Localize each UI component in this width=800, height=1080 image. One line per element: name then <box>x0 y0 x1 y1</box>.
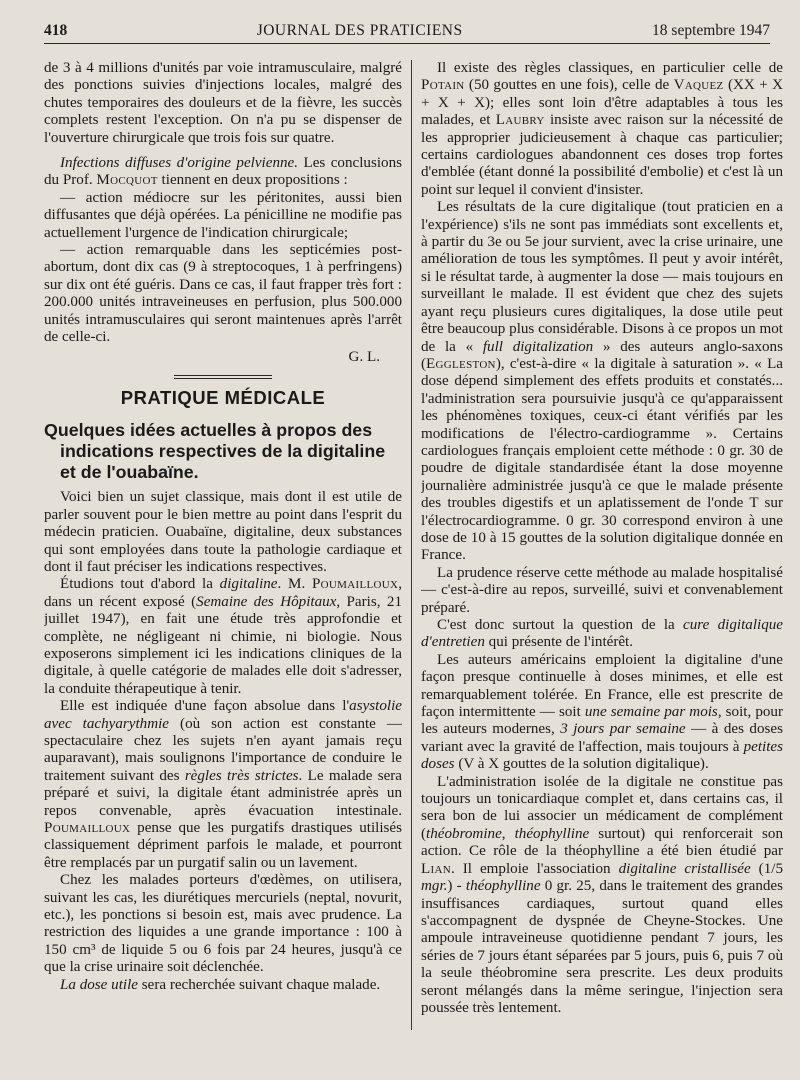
author-name: Vaquez <box>673 77 724 94</box>
section-divider <box>174 375 272 379</box>
article-title: Quelques idées actuelles à propos des indications respectives de la digitaline et de l'ouabaïne. <box>44 420 386 483</box>
paragraph: — action remarquable dans les septicémies post-abortum, dont dix cas (9 à streptocoques, 1 à perfringens) sur dix ont été guéris. Dans ce cas, il faut frapper très fort : 200.000 unités intraveineuses en perfusion, plus 500.000 unités intramusculaires qui seront maintenues après l'arrêt de celle-ci. <box>44 242 402 346</box>
author-name: Poumailloux <box>311 576 399 593</box>
author-name: Mocquot <box>96 172 158 189</box>
paragraph: La dose utile sera recherchée suivant chaque malade. <box>60 976 381 993</box>
paragraph: Les auteurs américains emploient la digitaline d'une façon presque continuelle à doses minimes, et elle est remarquablement tolérée. En France, elle est prescrite de façon intermittente — soit une semaine par mois, soit, pour les auteurs modernes, 3 jours par semaine — à des doses variant avec la gravité de l'affection, mais toujours à petites doses (V à X gouttes de la solution digitalique). <box>421 651 783 773</box>
paragraph: — action médiocre sur les péritonites, aussi bien diffusantes que déjà opérées. La pénicilline ne modifie pas actuellement l'urgence de l'indication chirurgicale; <box>44 189 402 241</box>
paragraph: Étudions tout d'abord la digitaline. M. Poumailloux, dans un récent exposé (Semaine des Hôpitaux, Paris, 21 juillet 1947), en fait une étude très approfondie et complète, ne négligeant ni chimie, ni biologie. Nous exposerons simplement ici les indications cliniques de la digitale, à quelle catégorie de malades elle doit s'adresser, la conduite thérapeutique à tenir. <box>44 576 402 697</box>
right-column <box>421 60 783 1048</box>
section-title: PRATIQUE MÉDICALE <box>120 386 326 408</box>
paragraph: Infections diffuses d'origine pelvienne. Les conclusions du Prof. Mocquot tiennent en deux propositions : <box>44 155 402 189</box>
paragraph: de 3 à 4 millions d'unités par voie intramusculaire, malgré des ponctions suivies d'injections locales, malgré des chutes temporaires des douleurs et de la fièvre, les succès complets restent l'exception. On n'a pu se dispenser de l'ouverture chirurgicale que trois fois sur quatre. <box>44 60 402 146</box>
running-header <box>44 14 770 44</box>
author-name: Potain <box>421 77 465 94</box>
author-name: Laubry <box>495 112 545 129</box>
signature: G. L. <box>348 348 380 365</box>
subsection-lead: Infections diffuses d'origine pelvienne. <box>60 155 299 172</box>
left-column <box>44 60 402 1048</box>
paragraph: C'est donc surtout la question de la cure digitalique d'entretien qui présente de l'intérêt. <box>421 617 783 651</box>
issue-date: 18 septembre 1947 <box>652 22 770 39</box>
paragraph: Elle est indiquée d'une façon absolue dans l'asystolie avec tachyarythmie (où son action est constante — spectaculaire chez les sujets n'en ayant jamais reçu auparavant), mais soulignons l'importance de conduire le traitement suivant des règles très strictes. Le malade sera préparé et suivi, la digitale étant administrée après un repos convenable, après évacuation intestinale. Poumailloux pense que les purgatifs drastiques utilisés classiquement dépriment parfois le malade, et pourront être remplacés par un purgatif salin ou un lavement. <box>44 698 402 871</box>
page-number: 418 <box>44 22 68 39</box>
author-name: Lian <box>421 860 451 877</box>
paragraph: Il existe des règles classiques, en particulier celle de Potain (50 gouttes en une fois), celle de Vaquez (XX + X + X + X); elles sont loin d'être adaptables à tous les malades, et Laubry insiste avec raison sur la nécessité de les approprier judicieusement à chaque cas particulier; certains cardiologues abandonnent ces doses trop fortes d'emblée (étant donné la possibilité d'embolie) et c'est là un point sur lequel il convient d'insister. <box>421 60 783 198</box>
journal-title: JOURNAL DES PRATICIENS <box>256 22 463 39</box>
paragraph: Les résultats de la cure digitalique (tout praticien en a l'expérience) s'ils ne sont pas immédiats sont excellents et, à partir du 3e ou 5e jour survient, avec la crise urinaire, une amélioration de tous les symptômes. Il peut y avoir intérêt, si le résultat tarde, à augmenter la dose — mais toujours en surveillant le malade. Il est évident que chez des sujets ayant reçu plusieurs cures digitaliques, la dose utile peut être beaucoup plus considérable. Disons à ce propos un mot de la « full digitalization » des auteurs anglo-saxons (Eggleston), c'est-à-dire « la digitale à saturation ». « La dose dépend simplement des effets produits et constatés... l'administration sera poursuivie jusqu'à ce qu'apparaissent les phénomènes toxiques, ceux-ci étant vérifiés par les modifications de l'électro-cardiogramme ». Certains cardiologues français emploient cette méthode : 0 gr. 30 de poudre de digitale standardisée étant la dose moyenne journalière administrée jusqu'à ce que le malade présente des troubles digestifs et un aplatissement de l'onde T sur l'électrocardiogramme. 0 gr. 30 correspond environ à une dose de 10 à 15 gouttes de la solution digitalique donnée en France. <box>421 199 783 564</box>
paragraph: Chez les malades porteurs d'œdèmes, on utilisera, suivant les cas, les diurétiques mercuriels (neptal, novurit, etc.), les ponctions si besoin est, mais avec prudence. La restriction des liquides a une grande importance : 100 à 150 cm³ de liquide 5 ou 6 fois par 24 heures, jusqu'à ce que la crise urinaire soit déclenchée. <box>44 872 402 976</box>
author-name: Poumailloux <box>44 820 131 837</box>
paragraph: Voici bien un sujet classique, mais dont il est utile de parler souvent pour le bien mettre au point dans l'esprit du médecin praticien. Ouabaïne, digitaline, deux substances qui sont employées dans toute la pathologie cardiaque et dont il faut préciser les indications respectives. <box>44 489 402 575</box>
author-name: Eggleston <box>426 355 496 372</box>
column-separator <box>411 60 412 1030</box>
paragraph: L'administration isolée de la digitale ne constitue pas toujours un tonicardiaque complet et, dans certains cas, il sera bon de lui associer un médicament de complément (théobromine, théophylline surtout) qui renforcerait son action. Ce rôle de la théophylline a été bien étudié par Lian. Il emploie l'association digitaline cristallisée (1/5 mgr.) - théophylline 0 gr. 25, dans le traitement des grandes insuffisances cardiaques, surtout quand elles s'accompagnent de dyspnée de Cheyne-Stockes. Une ampoule intraveineuse quotidienne pendant 7 jours, les séries de 7 jours étant séparées par 5 jours, puis 6, puis 7 où la seule théobromine sera prescrite. Les deux produits seront mélangés dans la même seringue, l'injection sera poussée très lentement. <box>421 773 783 1016</box>
paragraph: La prudence réserve cette méthode au malade hospitalisé — c'est-à-dire au repos, surveillé, suivi et convenablement préparé. <box>421 564 783 616</box>
